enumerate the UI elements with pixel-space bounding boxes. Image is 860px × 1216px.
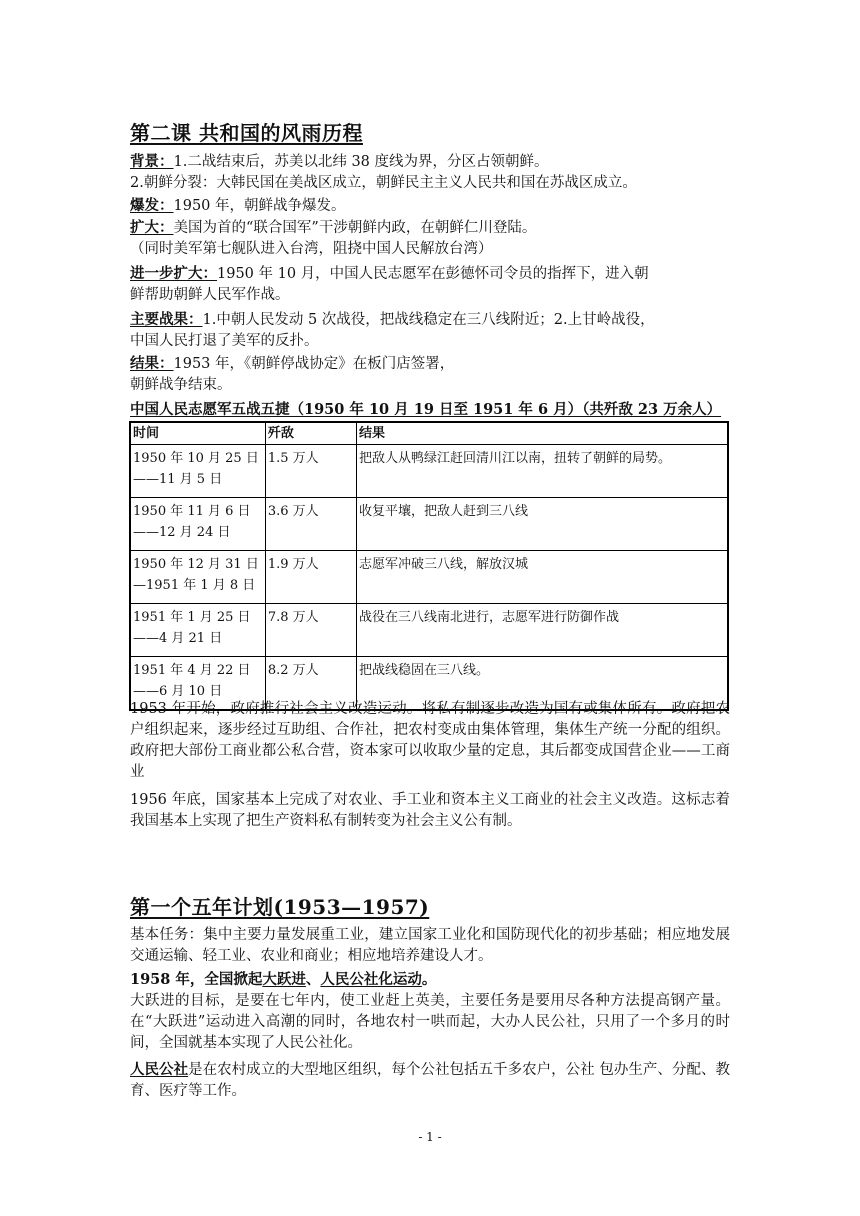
- row-kills: 3.6 万人: [265, 498, 356, 551]
- further-label: 进一步扩大：: [130, 265, 217, 282]
- time-start: 1950 年 10 月 25 日: [133, 451, 259, 466]
- row-kills: 1.9 万人: [265, 551, 356, 604]
- further-line-2: 鲜帮助朝鲜人民军作战。: [130, 287, 290, 303]
- table-header-row: [130, 422, 728, 445]
- lesson-title: 第二课 共和国的风雨历程: [130, 121, 363, 145]
- row-result: 把敌人从鸭绿江赶回清川江以南，扭转了朝鲜的局势。: [357, 445, 728, 498]
- header-kills: 歼敌: [265, 422, 356, 445]
- background-line: [130, 151, 730, 173]
- expansion-line: [130, 217, 730, 239]
- commune-text: 是在农村成立的大型地区组织，每个公社包括五千多农户，公社 包办生产、分配、教育、医疗等工作。: [130, 1062, 731, 1099]
- row-result: 志愿军冲破三八线，解放汉城: [357, 551, 728, 604]
- table-row: [130, 445, 728, 498]
- further-line: [130, 263, 730, 285]
- further-text-1: 1950 年 10 月，中国人民志愿军在彭德怀司令员的指挥下，进入朝: [217, 266, 649, 282]
- row-result: 收复平壤，把敌人赶到三八线: [357, 498, 728, 551]
- time-end: ——4 月 21 日: [133, 631, 223, 646]
- leap-term-great-leap: 大跃进: [262, 971, 306, 988]
- background-label: 背景：: [130, 153, 174, 170]
- leap-prefix: 1958 年，全国掀起: [130, 971, 263, 988]
- table-row: [130, 604, 728, 657]
- time-start: 1951 年 1 月 25 日: [133, 610, 251, 625]
- outcome-label: 结果：: [130, 355, 174, 372]
- row-kills: 1.5 万人: [265, 445, 356, 498]
- row-time: [130, 445, 265, 498]
- reform-paragraph: 1953 年开始，政府推行社会主义改造运动。将私有制逐步改造为国有或集体所有。政府把农户组织起来，逐步经过互助组、合作社，把农村变成由集体管理，集体生产统一分配的组织。政府把大部份工商业都公私合营，资本家可以收取少量的定息，其后都变成国营企业——工商业: [130, 701, 730, 780]
- table-row: [130, 498, 728, 551]
- reform-completion-paragraph: 1956 年底，国家基本上完成了对农业、手工业和资本主义工商业的社会主义改造。这标志着我国基本上实现了把生产资料私有制转变为社会主义公有制。: [130, 792, 730, 829]
- leap-separator: 、: [305, 971, 321, 988]
- battles-table-caption: 中国人民志愿军五战五捷（1950 年 10 月 19 日至 1951 年 6 月）（共歼敌 23 万余人）: [130, 401, 722, 418]
- header-time: 时间: [130, 422, 265, 445]
- outcome-text-1: 1953 年，《朝鲜停战协定》在板门店签署，: [173, 356, 455, 372]
- commune-term: 人民公社: [130, 1061, 189, 1078]
- results-line-2: 中国人民打退了美军的反扑。: [130, 333, 319, 349]
- row-result: 战役在三八线南北进行，志愿军进行防御作战: [357, 604, 728, 657]
- page-number: - 1 -: [418, 1130, 442, 1144]
- row-kills: 8.2 万人: [265, 657, 356, 711]
- table-row: [130, 551, 728, 604]
- battles-table: [129, 421, 729, 711]
- results-text-1: 1.中朝人民发动 5 次战役，把战线稳定在三八线附近；2.上甘岭战役，: [202, 312, 655, 328]
- outcome-line-2: 朝鲜战争结束。: [130, 377, 232, 393]
- results-label: 主要战果：: [130, 311, 203, 328]
- great-leap-paragraph: 大跃进的目标，是要在七年内，使工业赶上英美，主要任务是要用尽各种方法提高钢产量。在“大跃进”运动进入高潮的同时，各地农村一哄而起，大办人民公社，只用了一个多月的时间，全国就基本实现了人民公社化。: [130, 993, 730, 1051]
- time-end: —1951 年 1 月 8 日: [133, 578, 256, 593]
- leap-suffix: 。: [421, 971, 437, 988]
- expansion-label: 扩大：: [130, 219, 174, 236]
- time-end: ——11 月 5 日: [133, 472, 223, 487]
- split-line: 2.朝鲜分裂：大韩民国在美战区成立，朝鲜民主主义人民共和国在苏战区成立。: [130, 175, 637, 191]
- results-line: [130, 309, 730, 331]
- expansion-note: （同时美军第七舰队进入台湾，阻挠中国人民解放台湾）: [130, 241, 493, 257]
- row-time: [130, 498, 265, 551]
- header-result: 结果: [357, 422, 728, 445]
- time-end: ——6 月 10 日: [133, 684, 223, 699]
- row-time: [130, 551, 265, 604]
- leap-term-commune: 人民公社化运动: [320, 971, 422, 988]
- row-result: 把战线稳固在三八线。: [357, 657, 728, 711]
- outcome-line: [130, 353, 730, 375]
- time-start: 1950 年 12 月 31 日: [133, 557, 259, 572]
- basic-tasks-paragraph: 基本任务：集中主要力量发展重工业，建立国家工业化和国防现代化的初步基础；相应地发展交通运输、轻工业、农业和商业；相应地培养建设人才。: [130, 927, 730, 964]
- time-start: 1950 年 11 月 6 日: [133, 504, 251, 519]
- great-leap-heading: [130, 969, 730, 990]
- time-start: 1951 年 4 月 22 日: [133, 663, 251, 678]
- commune-paragraph: [130, 1059, 730, 1102]
- expansion-text: 美国为首的“联合国军”干涉朝鲜内政，在朝鲜仁川登陆。: [173, 220, 537, 236]
- row-time: [130, 604, 265, 657]
- background-text: 1.二战结束后，苏美以北纬 38 度线为界，分区占领朝鲜。: [173, 154, 549, 170]
- outbreak-text: 1950 年，朝鲜战争爆发。: [173, 198, 346, 214]
- time-end: ——12 月 24 日: [133, 525, 231, 540]
- row-kills: 7.8 万人: [265, 604, 356, 657]
- outbreak-label: 爆发：: [130, 197, 174, 214]
- outbreak-line: [130, 195, 730, 217]
- five-year-plan-title: 第一个五年计划(1953—1957): [130, 895, 430, 919]
